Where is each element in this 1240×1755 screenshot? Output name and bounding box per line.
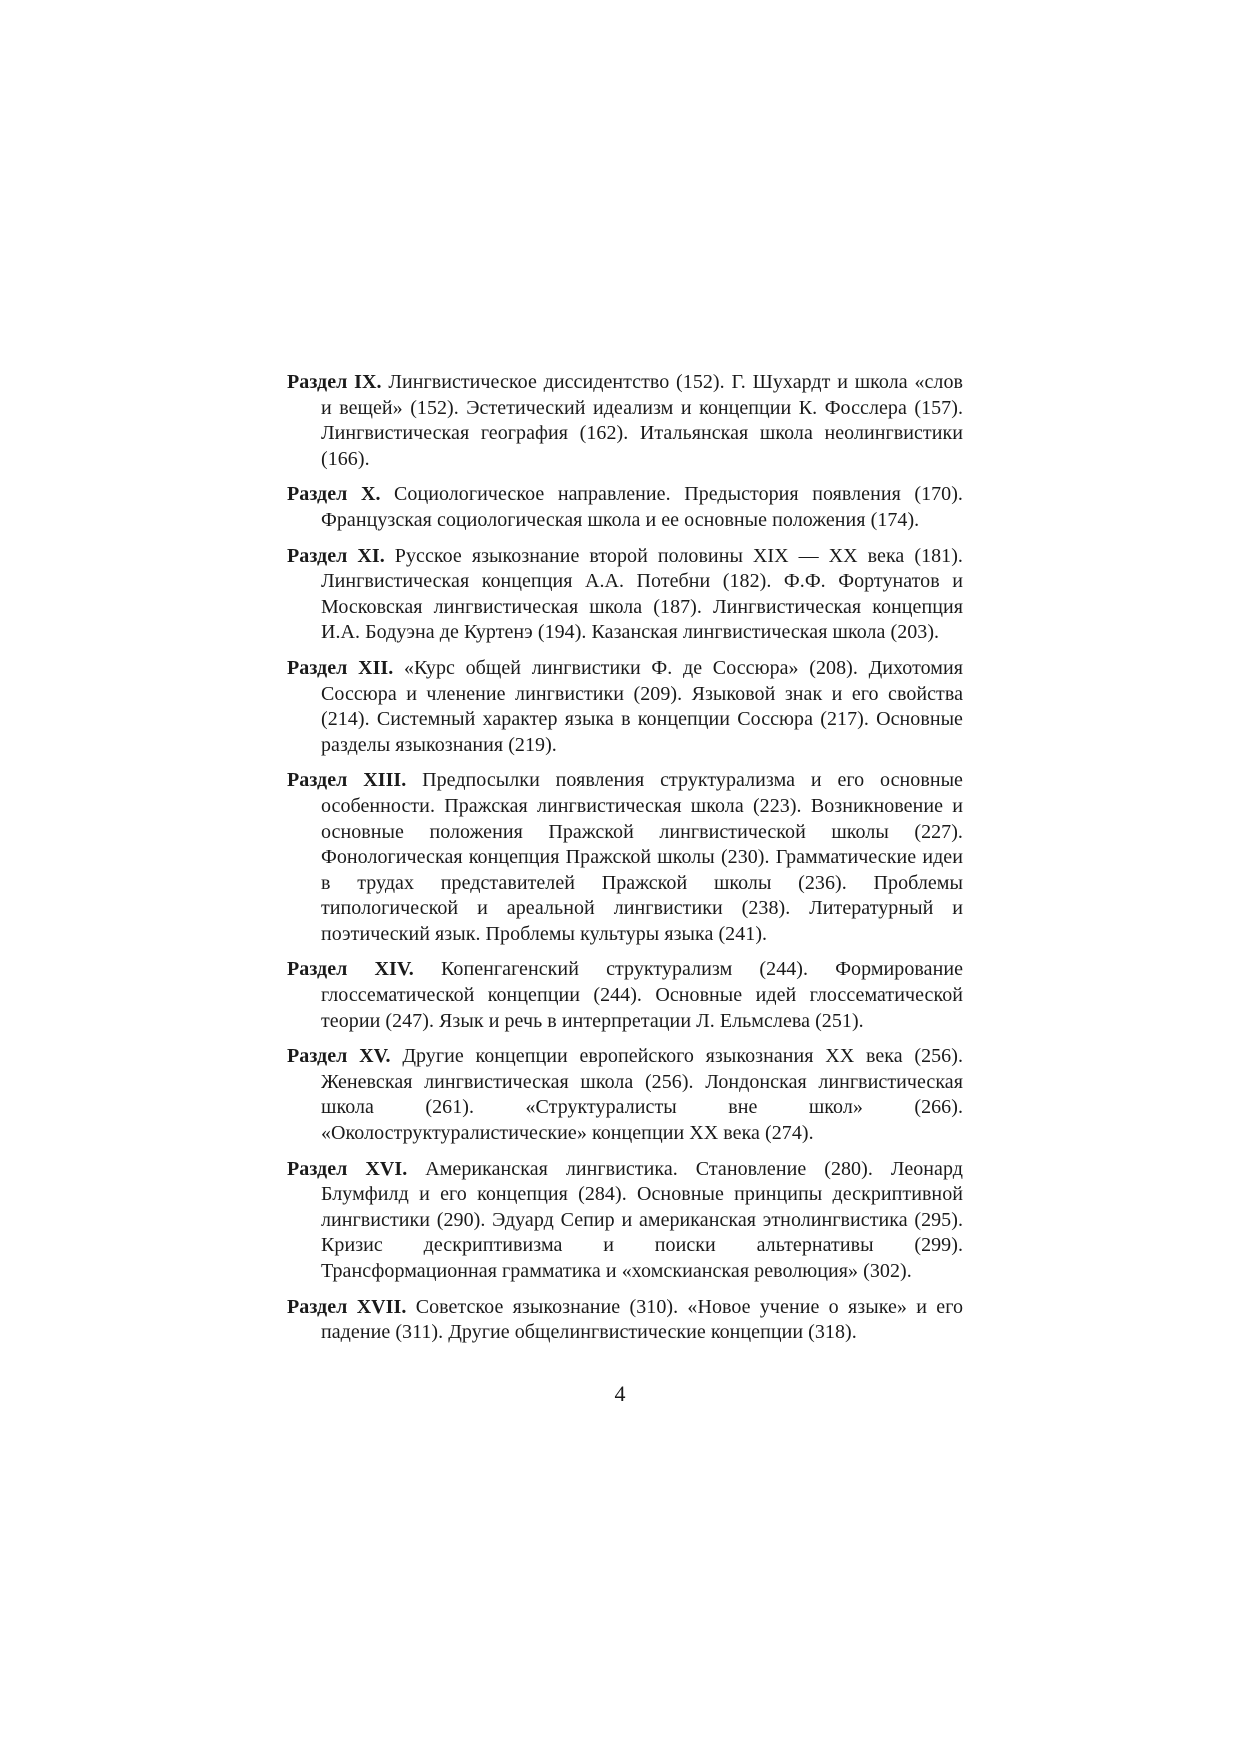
- toc-entry-label: Раздел XVI.: [287, 1157, 408, 1180]
- toc-entry-text: Предпосылки появления структурализма и его основные особенности. Пражская лингвистическая школа (223). Возникновение и основные положения Пражской лингвистической школы (227). Фонологическая концепция Пражской школы (230). Грамматические идеи в трудах представителей Пражской школы (236). Проблемы типологической и ареальной лингвистики (238). Литературный и поэтический язык. Проблемы культуры языка (241).: [321, 769, 963, 945]
- toc-entry-text: Копенгагенский структурализм (244). Формирование глоссематической концепции (244). Основные идей глоссематической теории (247). Язык и речь в интерпретации Л. Ельмслева (251).: [321, 958, 963, 1032]
- toc-entry-section-11: [287, 544, 963, 646]
- toc-entry-text: Лингвистическое диссидентство (152). Г. Шухардт и школа «слов и вещей» (152). Эстетический идеализм и концепции К. Фосслера (157). Лингвистическая география (162). Итальянская школа неолингвистики (166).: [321, 371, 963, 470]
- table-of-contents: [287, 370, 963, 1356]
- toc-entry-section-9: [287, 370, 963, 472]
- toc-entry-text: Другие концепции европейского языкознания XX века (256). Женевская лингвистическая школа (256). Лондонская лингвистическая школа (261). «Структуралисты вне школ» (266). «Околоструктуралистические» концепции XX века (274).: [321, 1045, 963, 1145]
- toc-entry-section-12: [287, 656, 963, 758]
- toc-entry-text: Советское языкознание (310). «Новое учение о языке» и его падение (311). Другие общелингвистические концепции (318).: [321, 1295, 963, 1344]
- toc-entry-section-13: [287, 768, 963, 947]
- toc-entry-section-10: [287, 482, 963, 533]
- page-number: 4: [614, 1381, 626, 1406]
- toc-entry-label: Раздел XIV.: [287, 958, 414, 981]
- toc-entry-text: Социологическое направление. Предыстория появления (170). Французская социологическая школа и ее основные положения (174).: [321, 483, 963, 531]
- toc-entry-text: Русское языкознание второй половины XIX — XX века (181). Лингвистическая концепция А.А. Потебни (182). Ф.Ф. Фортунатов и Московская лингвистическая школа (187). Лингвистическая концепция И.А. Бодуэна де Куртенэ (194). Казанская лингвистическая школа (203).: [321, 544, 963, 644]
- toc-entry-section-14: [287, 957, 963, 1034]
- toc-entry-text: «Курс общей лингвистики Ф. де Соссюра» (208). Дихотомия Соссюра и членение лингвистики (209). Языковой знак и его свойства (214). Системный характер языка в концепции Соссюра (217). Основные разделы языкознания (219).: [321, 656, 964, 756]
- toc-entry-label: Раздел XIII.: [287, 769, 407, 792]
- toc-entry-label: Раздел X.: [287, 483, 381, 506]
- toc-entry-section-17: [287, 1295, 963, 1346]
- toc-entry-label: Раздел XII.: [287, 656, 394, 679]
- toc-entry-section-15: [287, 1044, 963, 1146]
- toc-entry-label: Раздел XI.: [287, 544, 385, 567]
- toc-entry-label: Раздел IX.: [287, 371, 382, 393]
- toc-entry-section-16: [287, 1157, 963, 1285]
- toc-entry-label: Раздел XVII.: [287, 1295, 407, 1318]
- toc-entry-text: Американская лингвистика. Становление (280). Леонард Блумфилд и его концепция (284). Основные принципы дескриптивной лингвистики (290). Эдуард Сепир и американская этнолингвистика (295). Кризис дескриптивизма и поиски альтернативы (299). Трансформационная грамматика и «хомскианская революция» (302).: [321, 1157, 963, 1282]
- toc-entry-label: Раздел XV.: [287, 1045, 391, 1068]
